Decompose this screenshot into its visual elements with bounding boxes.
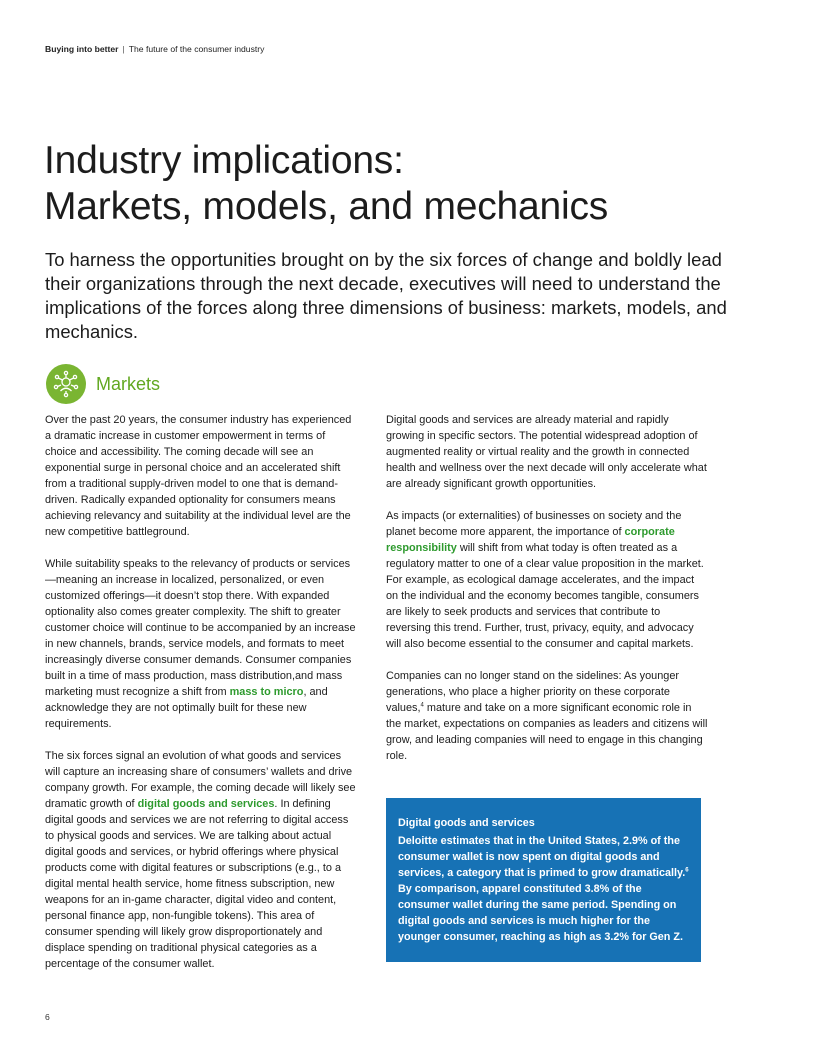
body-text: While suitability speaks to the relevancy of products or services—meaning an increase in localized, personalized, or even customized offerings—it doesn’t stop there. With expanded optionality also comes greater complexity. The shift to greater customer choice will continue to be accompanied by an increase in new channels, brands, service models, and formats to meet increasingly diverse consumer demands. Consumer companies built in a time of mass production, mass distribution,and mass marketing must recognize a shift from xyxy=(45,558,356,698)
section-heading xyxy=(46,364,160,404)
publication-title: Buying into better xyxy=(45,44,119,54)
body-text: . In defining digital goods and services we are not referring to digital access to physical goods and services. We are talking about actual digital goods and services, or hybrid offerings where physical products come with digital features or subscriptions (e.g., to a digital mental health service, home fitness subscription, new weapons for an in-game character, digital video and content, personal finance app, non-fungible tokens). This area of consumer spending will likely grow disproportionately and displace spending on traditional physical categories as a percentage of the consumer wallet. xyxy=(45,798,349,970)
body-text: The six forces signal an evolution of what goods and services will capture an increasing share of consumers’ wallets and drive company growth. For example, the coming decade will likely see dramatic growth of xyxy=(45,750,356,810)
body-column-left xyxy=(45,412,357,988)
page-title-line-1: Industry implications: xyxy=(44,139,404,182)
body-text: mature and take on a more significant economic role in the market, expectations on companies as leaders and citizens will grow, and leading companies will need to engage in this changing role. xyxy=(386,702,708,762)
publication-subtitle: The future of the consumer industry xyxy=(128,44,265,54)
footnote-ref: 6 xyxy=(685,867,689,874)
body-text: Companies can no longer stand on the sidelines: As younger generations, who place a higher priority on these corporate values, xyxy=(386,670,680,714)
section-title: Markets xyxy=(96,373,161,394)
body-column-right xyxy=(386,412,708,780)
page-title xyxy=(44,138,764,230)
callout-box xyxy=(386,798,701,962)
body-paragraph xyxy=(386,668,708,764)
page-number: 6 xyxy=(45,1012,50,1022)
body-text: , and acknowledge they are not optimally built for these new requirements. xyxy=(45,686,328,730)
page-title-line-2: Markets, models, and mechanics xyxy=(44,185,609,228)
running-header xyxy=(45,44,264,54)
body-text: will shift from what today is often treated as a regulatory matter to one of a clear value proposition in the market. For example, as ecological damage accelerates, and the impact on the individual and the economy becomes tangible, consumers are likely to seek products and services that contribute to reversing this trend. Further, trust, privacy, equity, and advocacy will also become essential to the consumer and capital markets. xyxy=(386,542,704,650)
body-paragraph xyxy=(45,556,357,732)
body-paragraph xyxy=(45,748,357,972)
markets-network-icon xyxy=(46,364,86,404)
header-separator: | xyxy=(122,44,125,54)
callout-title: Digital goods and services xyxy=(398,817,535,829)
highlight-corporate-responsibility: corporate responsibility xyxy=(386,526,675,554)
intro-paragraph: To harness the opportunities brought on by the six forces of change and boldly lead their organizations through the next decade, executives will need to understand the implications of the forces along three dimensions of business: markets, models, and mechanics. xyxy=(45,249,727,342)
body-text: As impacts (or externalities) of businesses on society and the planet become more apparent, the importance of xyxy=(386,510,682,538)
body-paragraph: Digital goods and services are already material and rapidly growing in specific sectors. The potential widespread adoption of augmented reality or virtual reality and the growth in connected health and wellness over the next decade will only accelerate what are already significant growth opportunities. xyxy=(386,414,707,490)
callout-text: By comparison, apparel constituted 3.8% of the consumer wallet during the same period. Spending on digital goods and services is much higher for the younger consumer, reaching as high as 3.2% for Gen Z. xyxy=(398,883,683,943)
highlight-digital-goods: digital goods and services xyxy=(137,798,275,810)
footnote-ref: 4 xyxy=(420,702,424,709)
callout-body xyxy=(398,833,689,945)
highlight-mass-to-micro: mass to micro xyxy=(229,686,304,698)
callout-text: Deloitte estimates that in the United States, 2.9% of the consumer wallet is now spent on digital goods and services, a category that is primed to grow dramatically. xyxy=(398,835,686,879)
body-paragraph xyxy=(386,508,708,652)
body-paragraph: Over the past 20 years, the consumer industry has experienced a dramatic increase in customer empowerment in terms of choice and accessibility. The coming decade will see an exponential surge in personal choice and an accelerated shift from a traditional supply-driven model to one that is demand-driven. Radically expanded optionality for consumers means achieving relevancy and suitability at the individual level are the new competitive battleground. xyxy=(45,414,352,538)
